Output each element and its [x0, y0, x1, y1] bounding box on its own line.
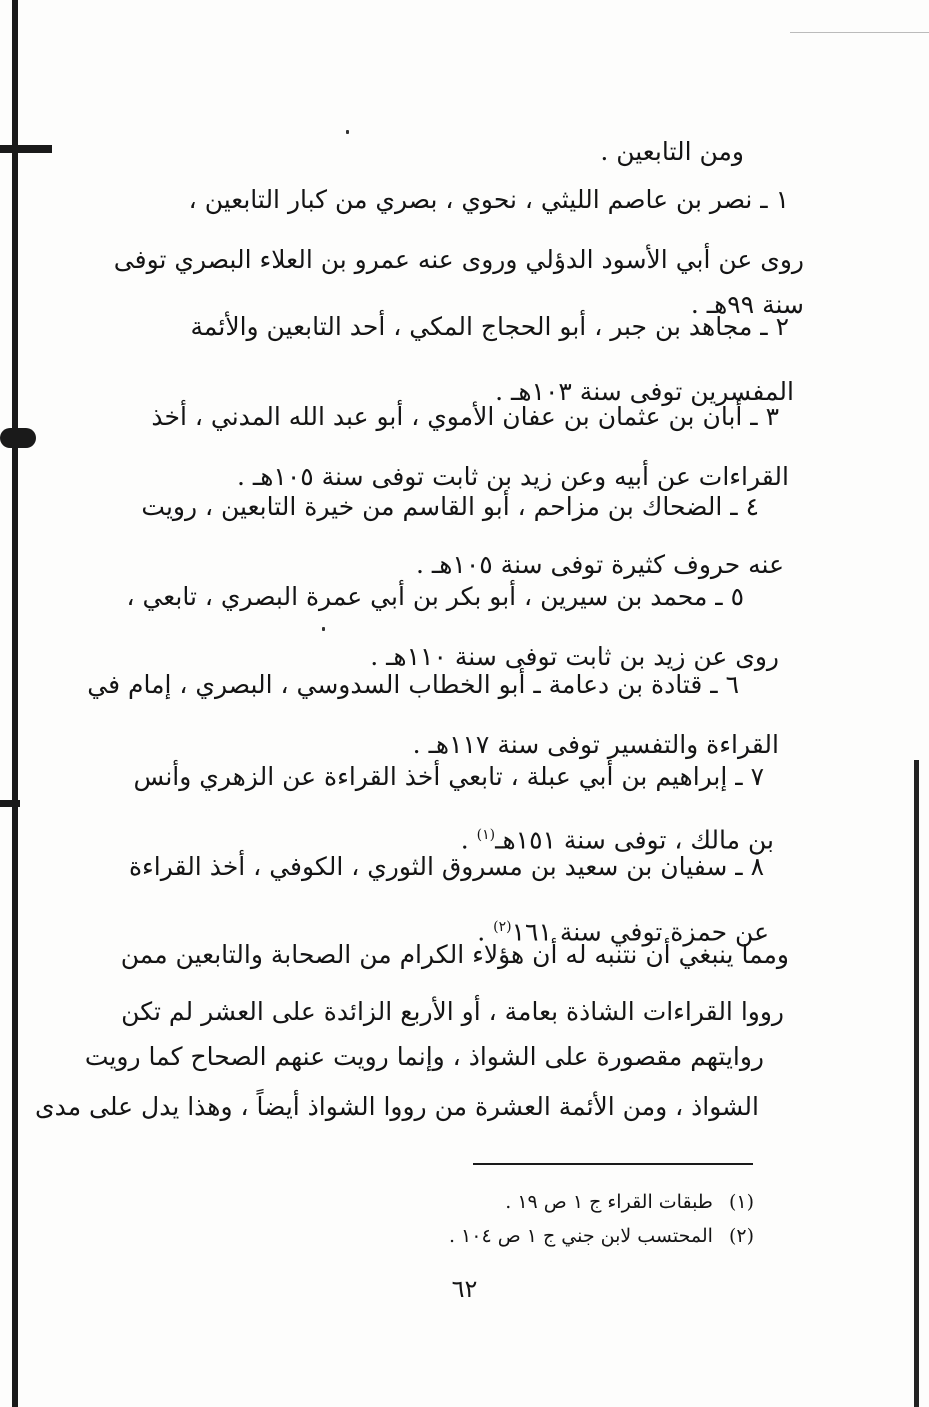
entry-line: ٨ ـ سفيان بن سعيد بن مسروق الثوري ، الكوفي ، أخذ القراءة [128, 852, 764, 881]
speck [346, 130, 349, 134]
entry-line: عنه حروف كثيرة توفى سنة ١٠٥هـ . [416, 550, 784, 579]
entry-line: القراءة والتفسير توفى سنة ١١٧هـ . [412, 730, 779, 759]
paragraph-line: ومما ينبغي أن نتنبه له أن هؤلاء الكرام من الصحابة والتابعين ممن [120, 940, 789, 969]
entry-text: عن حمزة توفي سنة ١٦١ [511, 917, 769, 947]
entry-line: ٥ ـ محمد بن سيرين ، أبو بكر بن أبي عمرة البصري ، تابعي ، [126, 582, 744, 611]
entry-line: سنة ٩٩هـ . [690, 290, 804, 319]
entry-line: ٢ ـ مجاهد بن جبر ، أبو الحجاج المكي ، أحد التابعين والأئمة [190, 312, 789, 341]
footnote-marker: (١) [476, 827, 496, 843]
footnote-number: (٢) [728, 1225, 754, 1247]
entry-line: ٧ ـ إبراهيم بن أبي عبلة ، تابعي أخذ القراءة عن الزهري وأنس [133, 762, 764, 791]
entry-line: روى عن زيد بن ثابت توفى سنة ١١٠هـ . [370, 642, 779, 671]
entry-text-end: . [460, 825, 477, 855]
footnote-separator [473, 1163, 753, 1165]
entry-line: ١ ـ نصر بن عاصم الليثي ، نحوي ، بصري من كبار التابعين ، [188, 185, 789, 214]
paragraph-line: الشواذ ، ومن الأئمة العشرة من رووا الشواذ أيضاً ، وهذا يدل على مدى [35, 1092, 759, 1121]
speck [322, 627, 325, 631]
scan-line-top [790, 32, 929, 33]
footnote [449, 1222, 754, 1250]
page-number: ٦٢ [451, 1275, 478, 1303]
section-heading: ومن التابعين . [600, 137, 744, 166]
footnote-marker: (٢) [493, 919, 512, 935]
scan-mark [0, 800, 20, 807]
footnote-number: (١) [728, 1191, 754, 1213]
paragraph-line: روايتهم مقصورة على الشواذ ، وإنما رويت عنهم الصحاح كما رويت [84, 1042, 764, 1071]
entry-line: ٤ ـ الضحاك بن مزاحم ، أبو القاسم من خيرة التابعين ، رويت [141, 492, 759, 521]
scan-edge-left [12, 0, 18, 1407]
entry-line: المفسرين توفى سنة ١٠٣هـ . [495, 377, 794, 406]
entry-text: بن مالك ، توفى سنة ١٥١هـ [495, 825, 774, 855]
entry-line: ٦ ـ قتادة بن دعامة ـ أبو الخطاب السدوسي ، البصري ، إمام في [87, 670, 739, 699]
entry-text-end: . [477, 917, 494, 947]
scan-mark [0, 428, 36, 448]
entry-line: ٣ ـ أبان بن عثمان بن عفان الأموي ، أبو عبد الله المدني ، أخذ [151, 402, 779, 431]
scan-mark [0, 145, 52, 153]
footnote [505, 1188, 754, 1216]
footnote-text: طبقات القراء ج ١ ص ١٩ . [505, 1191, 713, 1213]
entry-line: روى عن أبي الأسود الدؤلي وروى عنه عمرو بن العلاء البصري توفى [113, 245, 804, 274]
footnote-text: المحتسب لابن جني ج ١ ص ١٠٤ . [448, 1225, 713, 1247]
paragraph-line: رووا القراءات الشاذة بعامة ، أو الأربع الزائدة على العشر لم تكن [121, 997, 784, 1026]
entry-line: القراءات عن أبيه وعن زيد بن ثابت توفى سنة ١٠٥هـ . [236, 462, 789, 491]
scan-edge-right [914, 760, 919, 1407]
